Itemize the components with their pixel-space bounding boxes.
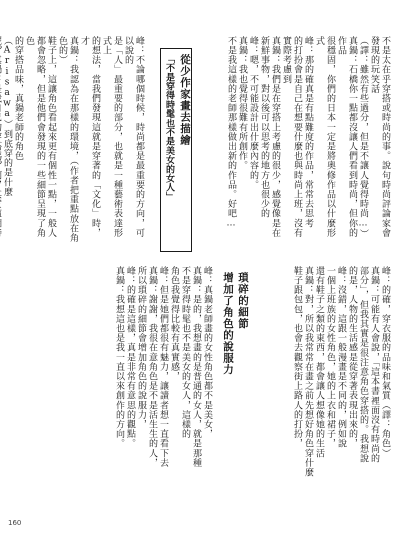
bottom-column: 一個上班族的女性角色，她的上衣和裙子， bbox=[325, 266, 335, 449]
bottom-column: 真鍋：對，所以我常常在畫之前先想好角色穿什麼 bbox=[303, 266, 313, 478]
bottom-column: 峰：的確是這樣，真是非常有意思的觀點。 bbox=[125, 266, 135, 449]
top-column: 真鍋：我們是在穿搭上考慮的很少，感覺像是在 bbox=[270, 36, 280, 238]
top-column: 峰：嗯，不可能設計出什麼內容的。 bbox=[248, 36, 258, 190]
middle-column: 的想法，當我們發現這就是穿著的「文化」時，才 bbox=[79, 36, 100, 238]
top-text-block bbox=[202, 36, 390, 246]
main-heading-line-2: 「不是穿得時髦也不是美女的女人」 bbox=[164, 54, 174, 202]
section-heading-line-1: 增加了角色的說服力 bbox=[222, 272, 234, 376]
top-column: （譯：雖然有些過分，但是不讓人覺得時尚…） bbox=[358, 36, 368, 239]
bottom-column: 真鍋：可能有人會說，「這本書裡面沒有時尚的 bbox=[369, 266, 379, 464]
bottom-column: 部分」，但我其實是很注意角色穿搭的。我想說 bbox=[358, 266, 368, 464]
bottom-column: 不是穿得時髦也不是美女的女人，這樣的 bbox=[180, 266, 190, 439]
bottom-column: 所以瑣碎的細節會增加角色的說服力， bbox=[136, 266, 146, 430]
bottom-column: 峰：沒錯，這跟一般漫畫是不同的，例如說 bbox=[336, 266, 346, 449]
bottom-text-block-right bbox=[256, 266, 390, 520]
bottom-column: 真鍋：我想這也是我一直以來創作的方向。 bbox=[114, 266, 124, 449]
top-column: 不是我這樣的老師那樣做出新的作品。好吧… bbox=[226, 36, 236, 229]
bottom-column: 鞋子跟包包，也會去觀察街上路人的打扮， bbox=[292, 266, 302, 449]
bottom-column: 的是，人物的生活感是從穿著表現出來的， bbox=[347, 266, 357, 449]
middle-column: 的穿搭品味，真鍋老師的角色（Arisawa）到底穿的是什麼 bbox=[2, 36, 23, 197]
middle-column: 峰：不論哪個時候，時尚都是最重要的方向，可以說的 bbox=[123, 36, 144, 238]
top-column: 的打扮會是自己在想要什麼也與時尚上班，沒有實際考慮到 bbox=[281, 36, 302, 238]
top-column: 真鍋：我也覺得很難有所創作。 bbox=[237, 36, 247, 171]
bottom-column: 真鍋：謝謝，我很在意角色是不是活生生的人， bbox=[147, 266, 157, 468]
bottom-column: 峰：的確，穿衣服的品味和氣質（譯：角色） bbox=[380, 266, 390, 458]
top-column: 峰：那的確真是有點難度的作品，常常去思考 bbox=[303, 36, 313, 228]
middle-column: 是「人」最重要的部分，也就是一種藝術表達形式上 bbox=[101, 36, 122, 238]
middle-column: 鞋子上，這讓角色看起來更有個性一點，一般人 bbox=[46, 36, 56, 238]
bottom-text-block-left bbox=[12, 266, 212, 520]
middle-column: 真鍋：我認為在那樣的環境，（作者把重點放在角色的） bbox=[57, 36, 78, 243]
top-column: 很穩固，你們的日本一定是將奧修作品以什麼形式 bbox=[314, 36, 335, 238]
bottom-column: 峰：真鍋老師畫的女性角色都不是美女， bbox=[202, 266, 212, 439]
top-column: 新鮮事物，對以後可以思考的地方也很少的 bbox=[259, 36, 269, 219]
middle-column bbox=[0, 36, 1, 246]
bottom-column: 角色我覺得比較有真實感， bbox=[169, 266, 179, 382]
top-column: 真鍋：石橋你一點都沒讓人們看到時尚，但你的作品 bbox=[336, 36, 357, 238]
middle-text-block bbox=[2, 36, 144, 246]
page-number: 160 bbox=[8, 519, 22, 527]
bottom-column: 真鍋：是的，我想畫的是普通的女人，就是那種 bbox=[191, 266, 201, 468]
bottom-column: 峰：但是她們都很有魅力，讓讀者想一直看下去 bbox=[158, 266, 168, 468]
main-heading-line-1: 從少作家畫去描繪 bbox=[179, 54, 191, 146]
bottom-column: 還有鞋子之類的東西，都會讓人想像她的生活 bbox=[314, 266, 324, 458]
section-heading-line-2: 瑣碎的細節 bbox=[237, 272, 249, 330]
middle-column: 都會忽略，但是他們會發現的一些細節呈現了角色 bbox=[24, 36, 45, 238]
top-column: 不是太在乎穿搭或時尚的事。說句時尚評論家會發現的玩笑話 bbox=[369, 36, 390, 238]
